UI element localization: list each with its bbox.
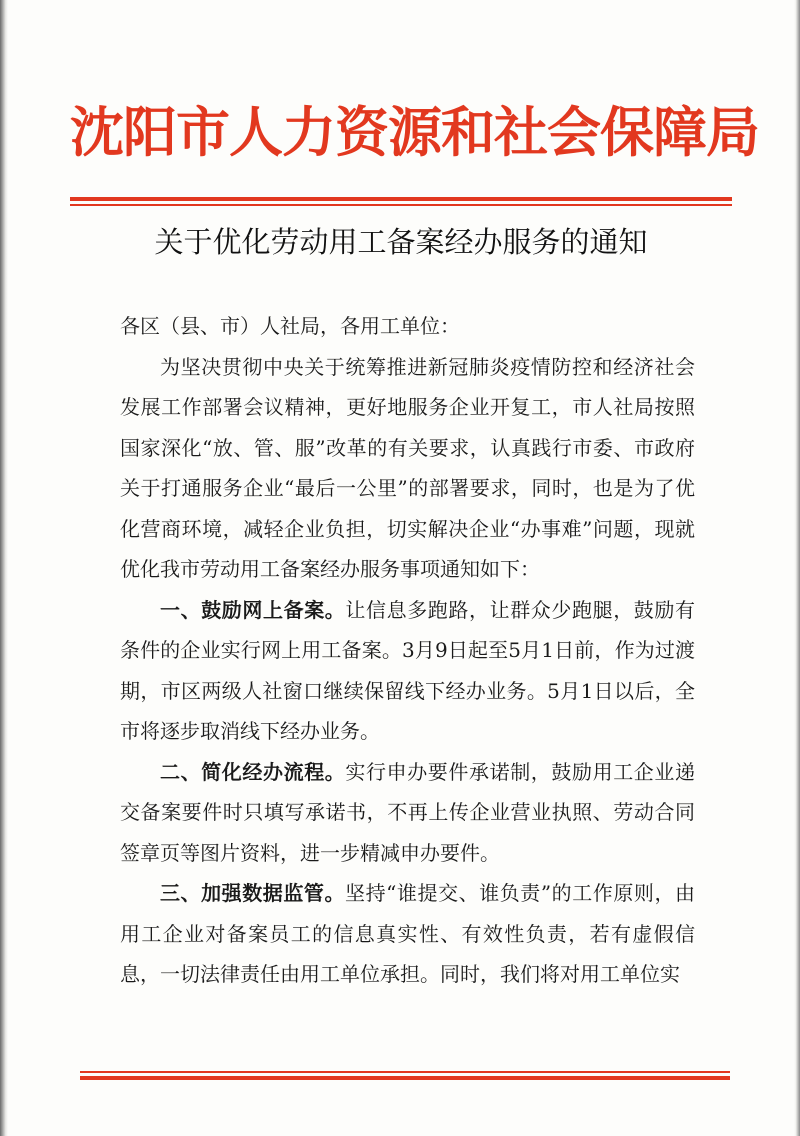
notice-item-1-heading: 一、鼓励网上备案。	[160, 597, 346, 622]
notice-item-1-text: 让信息多跑路，让群众少跑腿，鼓励有条件的企业实行网上用工备案。3月9日起至5月1日前，作为过渡期，市区两级人社窗口继续保留线下经办业务。5月1日以后，全市将逐步取消线下经办业务。	[120, 597, 696, 743]
footer-rule-thin	[80, 1071, 730, 1073]
footer-rule-thick	[80, 1076, 730, 1080]
notice-intro: 为坚决贯彻中央关于统筹推进新冠肺炎疫情防控和经济社会发展工作部署会议精神，更好地服务企业开复工，市人社局按照国家深化“放、管、服”改革的有关要求，认真践行市委、市政府关于打通服务企业“最后一公里”的部署要求，同时，也是为了优化营商环境，减轻企业负担，切实解决企业“办事难”问题，现就优化我市劳动用工备案经办服务事项通知如下：	[120, 354, 695, 581]
scan-edge-right	[794, 0, 800, 1136]
notice-item-1	[120, 590, 695, 752]
notice-item-3-heading: 三、加强数据监管。	[160, 881, 346, 905]
letterhead-rule-thin	[70, 204, 732, 206]
notice-item-3-text: 坚持“谁提交、谁负责”的工作原则，由用工企业对备案员工的信息真实性、有效性负责，若有虚假信息，一切法律责任由用工单位承担。同时，我们将对用工单位实	[120, 881, 696, 986]
letterhead-organization: 沈阳市人力资源和社会保障局	[70, 100, 759, 164]
notice-item-3	[120, 873, 695, 995]
notice-item-2	[120, 752, 695, 874]
letterhead-rule-thick	[70, 197, 732, 201]
notice-body	[120, 306, 695, 995]
notice-title: 关于优化劳动用工备案经办服务的通知	[154, 225, 648, 259]
scan-edge-left	[0, 0, 8, 1136]
notice-item-2-heading: 二、简化经办流程。	[160, 759, 346, 784]
notice-salutation: 各区（县、市）人社局，各用工单位：	[120, 314, 460, 338]
notice-item-2-text: 实行申办要件承诺制，鼓励用工企业递交备案要件时只填写承诺书，不再上传企业营业执照、劳动合同签章页等图片资料，进一步精减申办要件。	[120, 759, 696, 865]
